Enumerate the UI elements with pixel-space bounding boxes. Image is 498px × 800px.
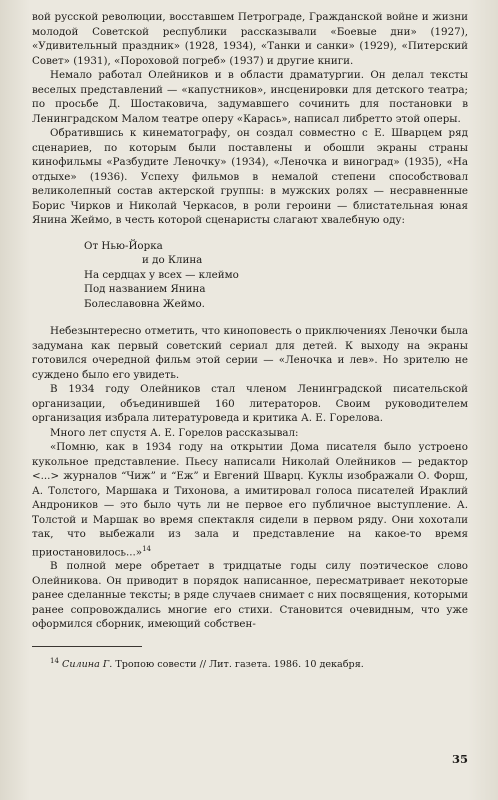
paragraph-6: Много лет спустя А. Е. Горелов рассказывал:	[50, 426, 299, 439]
poem-block	[84, 239, 468, 312]
footnote-reference: 14	[142, 544, 151, 553]
footnote	[32, 655, 468, 671]
main-text	[32, 10, 468, 228]
paragraph-1: вой русской революции, восставшем Петрограде, Гражданской войне и жизни молодой Советской республики рассказывали «Боевые дни» (1927), «Удивительный праздник» (1928, 1934), «Танки и санки» (1929), «Питерский Совет» (1931), «Пороховой погреб» (1937) и другие книги.	[32, 11, 468, 67]
poem-line: Под названием Янина	[84, 283, 206, 295]
footnote-divider	[32, 646, 142, 647]
paragraph-7-quote	[32, 440, 468, 559]
poem-line: Болеславовна Жеймо.	[84, 297, 205, 310]
paragraph-3: Обратившись к кинематографу, он создал совместно с Е. Шварцем ряд сценариев, по которым были поставлены и обошли экраны страны кинофильмы «Разбудите Леночку» (1934), «Леночка и виноград» (1935), «На отдыхе» (1936). Успеху фильмов в немалой степени способствовал великолепный состав актерской группы: в мужских ролях — несравненные Борис Чирков и Николай Черкасов, в роли героини — блистательная юная Янина Жеймо, в честь которой сценаристы слагают хвалебную оду:	[32, 127, 468, 226]
main-text-continued	[32, 324, 468, 632]
poem-line: и до Клина	[142, 254, 203, 266]
page-number: 35	[451, 752, 468, 766]
paragraph-8: В полной мере обретает в тридцатые годы силу поэтическое слово Олейникова. Он приводит в порядок написанное, пересматривает некоторые ранее сделанные тексты; в ряде случаев снимает с них посвящения, которыми ранее сопровождались многие его стихи. Становится очевидным, что уже оформился сборник, имеющий собствен-	[32, 560, 468, 631]
paragraph-5: В 1934 году Олейников стал членом Ленинградской писательской организации, объединившей 160 литераторов. Своим руководителем организация избрала литературоведа и критика А. Е. Горелова.	[32, 383, 468, 424]
footnote-number: 14	[50, 656, 59, 665]
quote-text: «Помню, как в 1934 году на открытии Дома писателя было устроено кукольное представление. Пьесу написали Николай Олейников — редактор <...> журналов “Чиж” и “Еж” и Евгений Шварц. Куклы изображали О. Форш, А. Толстого, Маршака и Тихонова, а имитировал голоса писателей Ираклий Андроников — это было чуть ли не первое его публичное выступление. А. Толстой и Маршак во время спектакля сидели в первом ряду. Они хохотали так, что выбежали из зала и представление на какое-то время приостановилось...»	[32, 441, 468, 558]
paragraph-2: Немало работал Олейников и в области драматургии. Он делал тексты веселых представлений — «капустников», инсценировки для детского театра; по просьбе Д. Шостаковича, задумавшего сочинить для постановки в Ленинградском Малом театре оперу «Карась», написал либретто этой оперы.	[32, 69, 468, 125]
footnote-text: Тропою совести // Лит. газета. 1986. 10 декабря.	[115, 659, 364, 671]
paragraph-4: Небезынтересно отметить, что киноповесть о приключениях Леночки была задумана как первый советский сериал для детей. К выходу на экраны готовился очередной фильм этой серии — «Леночка и лев». Но зрителю не суждено было его увидеть.	[32, 325, 468, 381]
poem-line: От Нью-Йорка	[84, 239, 163, 252]
footnote-author: Силина Г.	[61, 659, 113, 671]
poem-line: На сердцах у всех — клеймо	[84, 268, 239, 281]
